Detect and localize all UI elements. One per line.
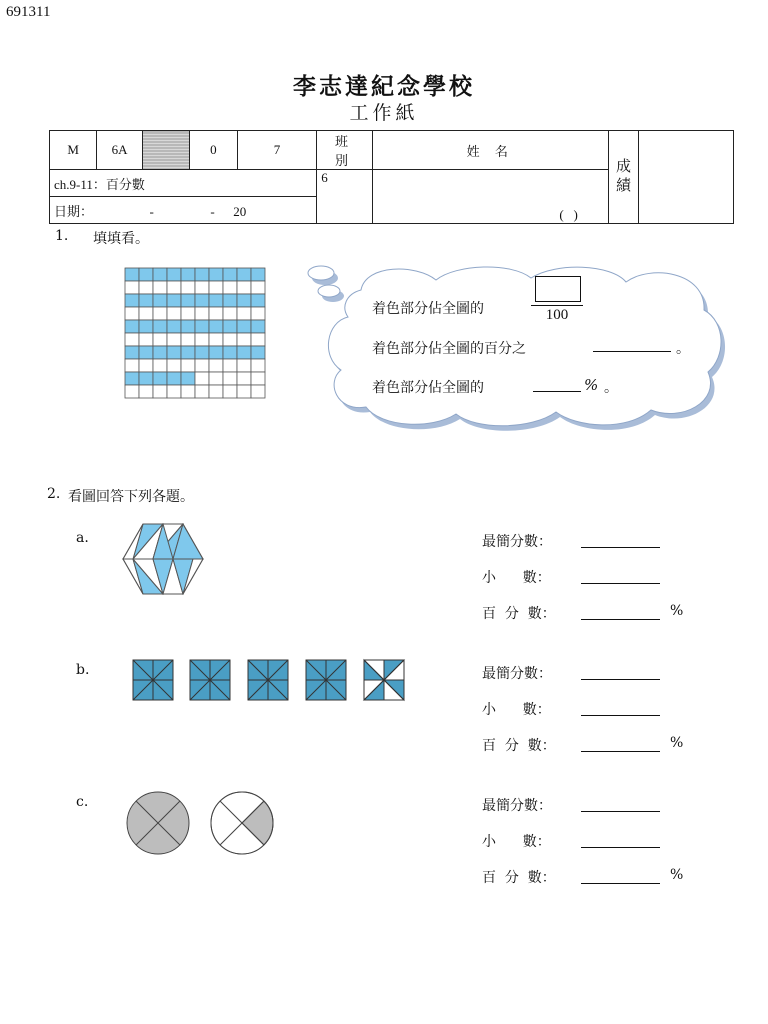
grid-cell bbox=[223, 346, 237, 359]
grid-cell bbox=[139, 385, 153, 398]
grid-cell bbox=[209, 372, 223, 385]
grid-cell bbox=[181, 346, 195, 359]
denominator: 100 bbox=[545, 307, 569, 323]
bubble-line2-end: 。 bbox=[676, 341, 690, 357]
item-c-fraction-label: 最簡分數： bbox=[482, 798, 552, 814]
grid-cell bbox=[167, 333, 181, 346]
score-label: 成績 bbox=[608, 131, 638, 224]
grid-cell bbox=[125, 333, 139, 346]
grid-cell bbox=[195, 320, 209, 333]
grid-cell bbox=[223, 372, 237, 385]
item-a-percent-sign: % bbox=[670, 603, 684, 619]
grid-cell bbox=[139, 359, 153, 372]
grid-cell bbox=[125, 281, 139, 294]
grid-cell bbox=[251, 346, 265, 359]
item-b-decimal-blank[interactable] bbox=[581, 715, 660, 716]
grid-cell bbox=[139, 294, 153, 307]
grid-cell bbox=[195, 385, 209, 398]
q1-number: 1. bbox=[55, 228, 69, 244]
item-a-decimal-blank[interactable] bbox=[581, 583, 660, 584]
bubble-line3: 着色部分佔全圖的 bbox=[372, 380, 484, 396]
school-name: 李志達紀念學校 bbox=[293, 73, 475, 100]
grid-cell bbox=[125, 346, 139, 359]
bubble-blank-2[interactable] bbox=[593, 351, 671, 352]
grid-cell bbox=[125, 372, 139, 385]
grid-cell bbox=[209, 346, 223, 359]
grid-cell bbox=[237, 307, 251, 320]
grid-cell bbox=[223, 294, 237, 307]
grid-cell bbox=[139, 281, 153, 294]
q2-prompt: 看圖回答下列各題。 bbox=[68, 489, 194, 505]
item-b-percent-label: 百 分 數： bbox=[482, 738, 556, 754]
grid-cell bbox=[209, 359, 223, 372]
class-value[interactable]: 6 bbox=[317, 170, 372, 224]
bubble-line2: 着色部分佔全圖的百分之 bbox=[372, 341, 526, 357]
grid-cell bbox=[167, 359, 181, 372]
grid-cell bbox=[153, 333, 167, 346]
grid-cell bbox=[251, 372, 265, 385]
class-label: 班 別 bbox=[317, 131, 372, 170]
date-label: 日期： bbox=[54, 203, 94, 219]
grid-cell bbox=[251, 268, 265, 281]
grid-cell bbox=[181, 294, 195, 307]
grid-cell bbox=[237, 372, 251, 385]
item-a-percent-label: 百 分 數： bbox=[482, 606, 556, 622]
grid-cell bbox=[195, 307, 209, 320]
item-c-percent-sign: % bbox=[670, 867, 684, 883]
grid-cell bbox=[237, 294, 251, 307]
header-table bbox=[49, 130, 734, 224]
numerator-box[interactable] bbox=[535, 276, 581, 302]
grid-cell bbox=[181, 268, 195, 281]
grid-cells bbox=[125, 268, 265, 398]
grid-cell bbox=[209, 307, 223, 320]
item-a-fraction-label: 最簡分數： bbox=[482, 534, 552, 550]
grid-cell bbox=[153, 346, 167, 359]
item-c-decimal-label: 小 數： bbox=[482, 834, 551, 850]
grid-cell bbox=[237, 359, 251, 372]
grid-cell bbox=[195, 281, 209, 294]
square-1 bbox=[133, 660, 173, 700]
grid-cell bbox=[181, 385, 195, 398]
date-cell[interactable] bbox=[50, 197, 317, 224]
bubble-percent-sign: % bbox=[584, 376, 599, 394]
grid-cell bbox=[195, 333, 209, 346]
grid-cell bbox=[237, 346, 251, 359]
square-3 bbox=[248, 660, 288, 700]
item-a-label: a. bbox=[76, 530, 89, 546]
grid-cell bbox=[153, 372, 167, 385]
date-sep-1: - bbox=[149, 203, 154, 219]
circles-figure bbox=[124, 790, 278, 858]
q2-number: 2. bbox=[47, 486, 61, 502]
grid-cell bbox=[209, 268, 223, 281]
item-b-decimal-label: 小 數： bbox=[482, 702, 551, 718]
grid-cell bbox=[153, 307, 167, 320]
hexagon-figure bbox=[122, 523, 204, 595]
grid-cell bbox=[167, 320, 181, 333]
grid-cell bbox=[139, 346, 153, 359]
grid-cell bbox=[223, 320, 237, 333]
grid-cell bbox=[223, 385, 237, 398]
grid-cell bbox=[167, 385, 181, 398]
grid-cell bbox=[181, 359, 195, 372]
grid-cell bbox=[125, 307, 139, 320]
grid-cell bbox=[223, 359, 237, 372]
bubble-blank-3[interactable] bbox=[533, 391, 581, 392]
grid-cell bbox=[125, 294, 139, 307]
circle-2 bbox=[211, 792, 273, 854]
fraction-bar bbox=[531, 305, 583, 306]
item-a-percent-blank[interactable] bbox=[581, 619, 660, 620]
item-c-label: c. bbox=[76, 794, 89, 810]
grid-cell bbox=[223, 268, 237, 281]
grid-cell bbox=[181, 281, 195, 294]
sheet-type: 工作紙 bbox=[349, 102, 419, 124]
grid-cell bbox=[153, 385, 167, 398]
grid-cell bbox=[153, 281, 167, 294]
date-year: 20 bbox=[233, 203, 247, 219]
grid-cell bbox=[195, 294, 209, 307]
student-number-paren: ( ) bbox=[559, 207, 578, 222]
code1-cell: 0 bbox=[190, 131, 237, 170]
grid-cell bbox=[195, 346, 209, 359]
grid-cell bbox=[209, 320, 223, 333]
date-sep-2: - bbox=[210, 203, 215, 219]
grid-cell bbox=[209, 281, 223, 294]
grid-cell bbox=[223, 281, 237, 294]
item-c-percent-blank[interactable] bbox=[581, 883, 660, 884]
grid-cell bbox=[209, 385, 223, 398]
grid-cell bbox=[181, 320, 195, 333]
grid-cell bbox=[251, 359, 265, 372]
grid-cell bbox=[167, 294, 181, 307]
grid-cell bbox=[251, 320, 265, 333]
grid-cell bbox=[153, 320, 167, 333]
grid-cell bbox=[125, 359, 139, 372]
item-b-percent-sign: % bbox=[670, 735, 684, 751]
square-2 bbox=[190, 660, 230, 700]
grade-cell: 6A bbox=[97, 131, 142, 170]
grid-cell bbox=[223, 333, 237, 346]
circle-1 bbox=[127, 792, 189, 854]
grid-cell bbox=[153, 294, 167, 307]
item-a-fraction-blank[interactable] bbox=[581, 547, 660, 548]
grid-cell bbox=[237, 385, 251, 398]
item-c-fraction-blank[interactable] bbox=[581, 811, 660, 812]
grid-cell bbox=[251, 307, 265, 320]
grid-cell bbox=[167, 307, 181, 320]
grid-cell bbox=[181, 372, 195, 385]
grid-cell bbox=[153, 268, 167, 281]
grid-cell bbox=[223, 307, 237, 320]
bubble-line1: 着色部分佔全圖的 bbox=[372, 301, 484, 317]
grid-cell bbox=[181, 307, 195, 320]
grid-cell bbox=[125, 385, 139, 398]
grid-cell bbox=[251, 385, 265, 398]
item-b-percent-blank[interactable] bbox=[581, 751, 660, 752]
item-c-percent-label: 百 分 數： bbox=[482, 870, 556, 886]
grid-cell bbox=[153, 359, 167, 372]
grid-cell bbox=[195, 372, 209, 385]
grid-cell bbox=[167, 281, 181, 294]
code2-cell: 7 bbox=[237, 131, 317, 170]
item-c-decimal-blank[interactable] bbox=[581, 847, 660, 848]
name-field[interactable] bbox=[372, 170, 608, 224]
grid-cell bbox=[167, 268, 181, 281]
grid-cell bbox=[237, 268, 251, 281]
bubble-line3-end: 。 bbox=[604, 380, 618, 396]
grid-cell bbox=[139, 268, 153, 281]
grid-cell bbox=[139, 372, 153, 385]
grid-cell bbox=[209, 294, 223, 307]
item-b-fraction-blank[interactable] bbox=[581, 679, 660, 680]
grid-cell bbox=[167, 372, 181, 385]
grid-cell bbox=[139, 307, 153, 320]
item-b-fraction-label: 最簡分數： bbox=[482, 666, 552, 682]
grid-cell bbox=[181, 333, 195, 346]
grid-cell bbox=[195, 268, 209, 281]
name-label: 姓 名 bbox=[372, 131, 608, 170]
square-5 bbox=[364, 660, 404, 700]
hundred-grid bbox=[124, 267, 266, 399]
grid-cell bbox=[251, 294, 265, 307]
grid-cell bbox=[125, 320, 139, 333]
shaded-cell bbox=[142, 131, 189, 170]
grid-cell bbox=[125, 268, 139, 281]
grid-cell bbox=[167, 346, 181, 359]
grid-cell bbox=[251, 281, 265, 294]
subject-cell: M bbox=[50, 131, 97, 170]
squares-figure bbox=[131, 658, 409, 702]
grid-cell bbox=[139, 320, 153, 333]
square-4 bbox=[306, 660, 346, 700]
item-b-label: b. bbox=[76, 662, 90, 678]
score-box[interactable] bbox=[639, 131, 734, 224]
q1-prompt: 填填看。 bbox=[93, 231, 149, 247]
grid-cell bbox=[237, 333, 251, 346]
grid-cell bbox=[195, 359, 209, 372]
grid-cell bbox=[237, 281, 251, 294]
grid-cell bbox=[139, 333, 153, 346]
grid-cell bbox=[251, 333, 265, 346]
grid-cell bbox=[209, 333, 223, 346]
item-a-decimal-label: 小 數： bbox=[482, 570, 551, 586]
topic-cell: ch.9-11：百分數 bbox=[50, 170, 317, 197]
grid-cell bbox=[237, 320, 251, 333]
document-id: 691311 bbox=[6, 4, 51, 20]
